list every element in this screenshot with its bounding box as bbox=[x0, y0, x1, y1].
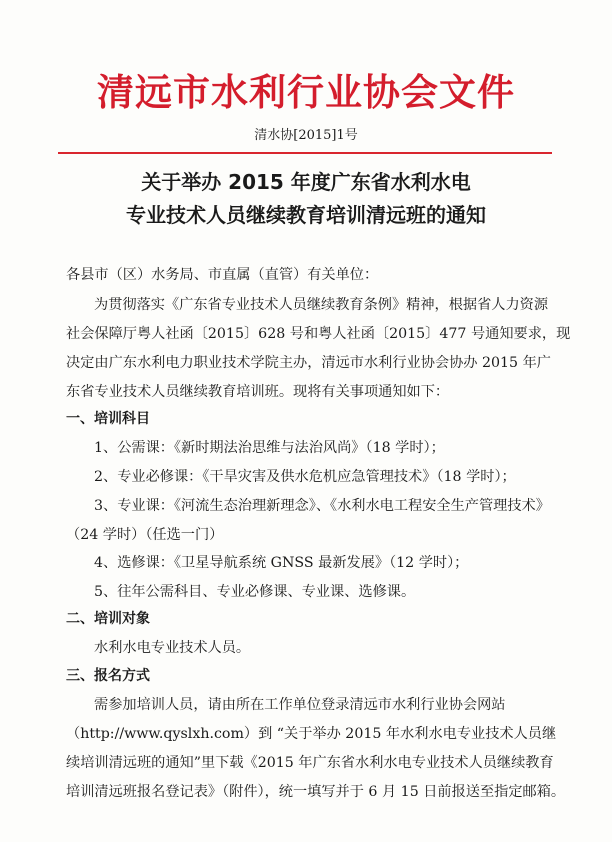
subject-item: （24 学时）（任选一门） bbox=[66, 527, 224, 543]
intro-line: 社会保障厅粤人社函〔2015〕628 号和粤人社函〔2015〕477 号通知要求，现 bbox=[66, 326, 571, 342]
red-divider-line bbox=[58, 152, 552, 154]
subject-item: 2、专业必修课：《干旱灾害及供水危机应急管理技术》（18 学时）； bbox=[94, 469, 516, 485]
document-number: 清水协[2015]1号 bbox=[254, 128, 358, 143]
registration-line: 培训清远班报名登记表》（附件），统一填写并于 6 月 15 日前报送至指定邮箱。 bbox=[66, 784, 566, 800]
notice-title-line-2: 专业技术人员继续教育培训清远班的通知 bbox=[126, 203, 486, 227]
registration-line: 需参加培训人员，请由所在工作单位登录清远市水利行业协会网站 bbox=[94, 697, 506, 713]
registration-line: （http://www.qyslxh.com）到 “关于举办 2015 年水利水电专业技术人员继 bbox=[66, 726, 557, 742]
intro-line: 东省专业技术人员继续教育培训班。现将有关事项通知如下： bbox=[66, 384, 450, 400]
audience-text: 水利水电专业技术人员。 bbox=[94, 640, 251, 656]
notice-title-line-1: 关于举办 2015 年度广东省水利水电 bbox=[141, 170, 471, 194]
subject-item: 1、公需课：《新时期法治思维与法治风尚》（18 学时）； bbox=[94, 440, 445, 456]
subject-item: 5、往年公需科目、专业必修课、专业课、选修课。 bbox=[94, 584, 416, 600]
salutation: 各县市（区）水务局、市直属（直管）有关单位： bbox=[66, 267, 379, 283]
section-heading-audience: 二、培训对象 bbox=[66, 611, 150, 627]
subject-item: 4、选修课：《卫星导航系统 GNSS 最新发展》（12 学时）； bbox=[94, 555, 469, 571]
intro-line: 为贯彻落实《广东省专业技术人员继续教育条例》精神，根据省人力资源 bbox=[94, 297, 549, 313]
org-header-title: 清远市水利行业协会文件 bbox=[97, 70, 515, 114]
section-heading-subjects: 一、培训科目 bbox=[66, 411, 150, 427]
registration-line: 续培训清远班的通知”里下载《2015 年广东省水利水电专业技术人员继续教育 bbox=[66, 755, 554, 771]
section-heading-registration: 三、报名方式 bbox=[66, 668, 150, 684]
intro-line: 决定由广东水利电力职业技术学院主办，清远市水利行业协会协办 2015 年广 bbox=[66, 355, 551, 371]
subject-item: 3、专业课：《河流生态治理新理念》、《水利水电工程安全生产管理技术》 bbox=[94, 498, 550, 514]
